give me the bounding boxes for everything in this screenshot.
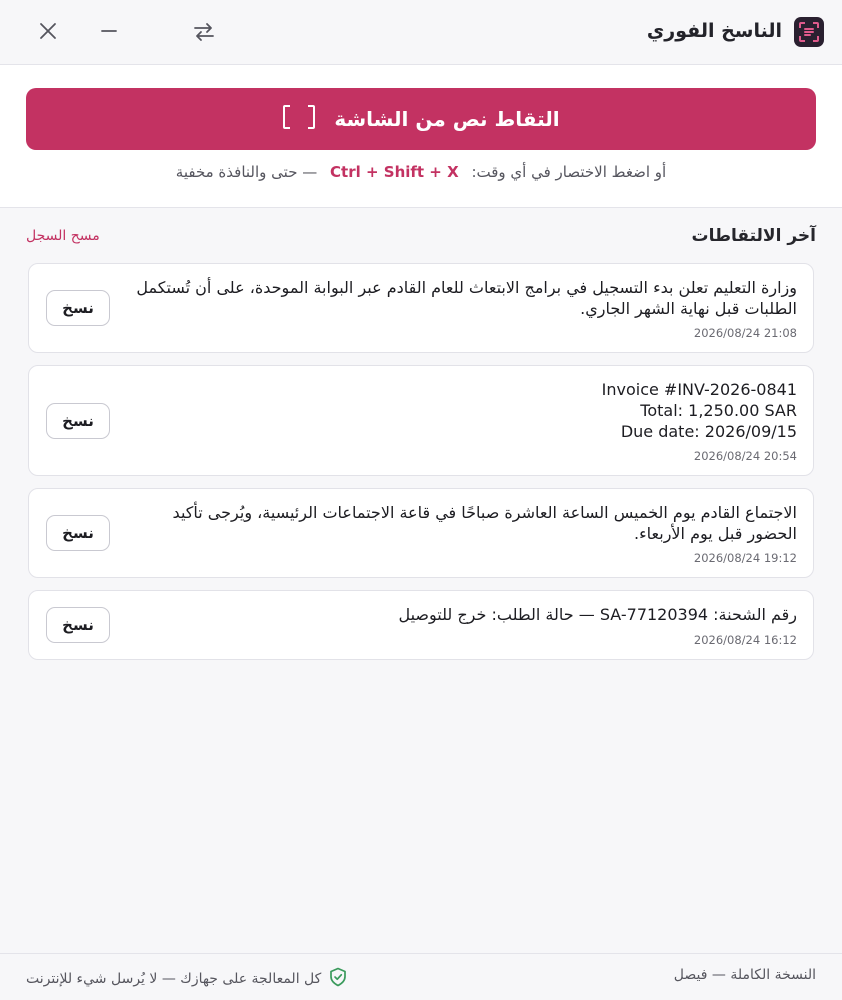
shortcut-keys: Ctrl + Shift + X [330, 163, 459, 181]
history-item-line: Invoice #INV-2026-0841 [601, 380, 797, 399]
history-item [28, 590, 814, 660]
copy-button[interactable]: نسخ [46, 403, 110, 439]
history-item [28, 365, 814, 476]
minimize-icon[interactable] [98, 20, 120, 42]
footer-privacy [26, 967, 347, 991]
history-title: آخر الالتقاطات [691, 226, 816, 246]
history-item-time: 2026/08/24 19:12 [693, 551, 797, 565]
capture-button[interactable] [26, 88, 816, 150]
history-item-text [124, 379, 797, 442]
footer-privacy-text: كل المعالجة على جهازك — لا يُرسل شيء للإنترنت [26, 971, 322, 987]
capture-frame-icon [282, 104, 316, 134]
history-item-text: الاجتماع القادم يوم الخميس الساعة العاشرة صباحًا في قاعة الاجتماعات الرئيسية، ويُرجى تأكيد الحضور قبل يوم الأربعاء. [172, 503, 797, 543]
capture-button-label: التقاط نص من الشاشة [334, 107, 560, 131]
history-item [28, 263, 814, 353]
history-item-time: 2026/08/24 16:12 [693, 633, 797, 647]
history-item-time: 2026/08/24 20:54 [693, 449, 797, 463]
shortcut-hint-suffix: — حتى والنافذة مخفية [175, 163, 318, 181]
history-item-time: 2026/08/24 21:08 [693, 326, 797, 340]
close-icon[interactable] [37, 20, 59, 42]
footer-version: النسخة الكاملة — فيصل [673, 967, 816, 983]
clear-history-link[interactable]: مسح السجل [26, 228, 100, 244]
shortcut-hint-prefix: أو اضغط الاختصار في أي وقت: [471, 163, 667, 181]
shield-check-icon [329, 967, 347, 991]
history-item-text: وزارة التعليم تعلن بدء التسجيل في برامج الابتعاث للعام القادم عبر البوابة الموحدة، على أن تُستكمل الطلبات قبل نهاية الشهر الجاري. [136, 278, 797, 318]
copy-button[interactable]: نسخ [46, 290, 110, 326]
history-item-line: Total: 1,250.00 SAR [640, 401, 797, 420]
capture-panel [0, 65, 842, 208]
history-item-line: Due date: 2026/09/15 [620, 422, 797, 441]
scan-text-icon [794, 17, 824, 47]
app-title: الناسخ الفوري [646, 20, 782, 42]
footer [0, 953, 842, 1000]
history-header [26, 226, 816, 250]
copy-button[interactable]: نسخ [46, 515, 110, 551]
history-item-text: رقم الشحنة: SA-77120394 — حالة الطلب: خرج للتوصيل [398, 605, 797, 624]
shortcut-hint [0, 163, 842, 181]
history-item [28, 488, 814, 578]
swap-arrows-icon[interactable] [192, 20, 216, 44]
title-bar [0, 0, 842, 65]
copy-button[interactable]: نسخ [46, 607, 110, 643]
